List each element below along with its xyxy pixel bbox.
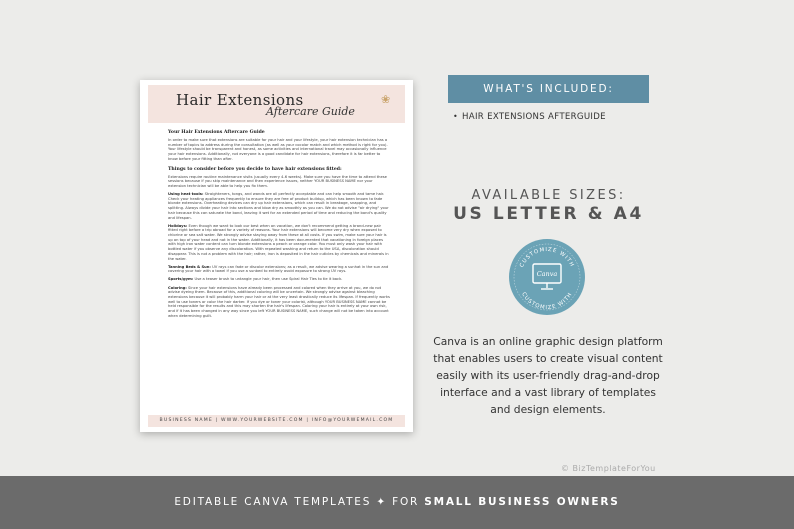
heat-tools-label: Using heat tools: [168, 192, 204, 197]
document-body [168, 130, 390, 322]
badge-bottom-text: CUSTOMIZE WITH [520, 291, 574, 312]
banner-bold-text: SMALL BUSINESS OWNERS [424, 496, 620, 508]
holidays-paragraph [168, 224, 390, 262]
document-header [148, 85, 405, 123]
sports-label: Sports/gym: [168, 277, 194, 282]
document-heading: Your Hair Extensions Aftercare Guide [168, 130, 265, 135]
document-title: Hair Extensions [176, 91, 304, 109]
canva-description: Canva is an online graphic design platform that enables users to create visual content easily with its user-friendly drag-and-drop interface and a vast library of templates and design elements. [433, 335, 663, 416]
banner-for-text: FOR [392, 496, 420, 508]
flower-icon: ❀ [381, 93, 391, 106]
customize-with-canva-badge [508, 238, 586, 316]
available-sizes-label: AVAILABLE SIZES: [471, 188, 626, 203]
document-footer: BUSINESS NAME | WWW.YOURWEBSITE.COM | INFO@YOURWEMAIL.COM [148, 415, 405, 427]
available-sizes-value: US LETTER & A4 [453, 204, 644, 224]
heat-tools-text: Straighteners, tongs, and wands are all perfectly acceptable and can help smooth and tame hair. Check your heating appliances frequently to ensure they are free of product buildup, which has been known to fade blonde extensions. Overheating devices can dry up hair extensions, which can result in breakage, snapping, and splitting. Always divide your hair into sections and blow dry as smoothly as you can. We do not advise "air drying" your hair because this can saturate the bond, leaving it wet for an extended period of time and reducing the bond's quality and lifespan. [168, 192, 389, 220]
section-heading: Things to consider before you decide to have hair extensions fitted: [168, 166, 342, 172]
tanning-label: Tanning Beds & Sun: [168, 264, 211, 269]
intro-paragraph: In order to make sure that extensions are suitable for your hair and your lifestyle, your hair extension technician has a number of topics to address during the consultation (as well as your cocolor match and which method is right for you). Your lifestyle should be transparent and honest, as some activities and international travel may occasionally influence your hair extensions. Additionally, not everyone is a good candidate for hair extensions, therefore it is far better to know before your fitting than after. [168, 138, 388, 161]
included-item [453, 112, 606, 122]
tanning-text: UV rays can fade or discolor extensions; as a result, we advise wearing a sunhat in the sun and covering your hair with a towel if you use a sunbed to entirely avoid exposure to strong UV rays. [168, 264, 389, 274]
bottom-banner [0, 476, 794, 529]
included-item-label: HAIR EXTENSIONS AFTERGUIDE [462, 112, 606, 122]
document-subtitle: Aftercare Guide [266, 105, 355, 118]
sports-paragraph [168, 277, 390, 282]
copyright-credit: © BizTemplateForYou [561, 464, 656, 473]
bullet-icon: • [453, 112, 459, 121]
maintenance-paragraph: Extensions require routine maintenance visits (usually every 4-6 weeks). Make sure you have the time to attend these sessions because if you skip maintenance and then experience issues, neither YOUR BUSINESS NAME nor your extension technician will be able to help you fix them. [168, 174, 387, 188]
banner-prefix: EDITABLE CANVA TEMPLATES [174, 496, 372, 508]
holidays-text: Even though we want to look our best when on vacation, we don't recommend getting a brand-new pair fitted right before a trip abroad for a variety of reasons. Your hair extensions will become very dry when exposed to chlorine or sea salt water. We strongly advise staying away from these at all costs. If you swim, make sure your hair is up on top of your head and not in the water. Additionally, it has been documented that vacationing in foreign places with high iron water content can turn blonde extensions a peach or orange color. You must only wash your hair with bottled water if you observe any discoloration. With repeated washing and return to the USA, discoloration should disappear. This is not a problem with the hair; rather, iron is deposited in the hair cuticles by chemicals and minerals in the water. [168, 223, 389, 261]
document-preview [140, 80, 413, 432]
canva-logo-text: Canva [536, 270, 558, 278]
tanning-paragraph [168, 265, 390, 274]
holidays-label: Holidays: [168, 223, 188, 228]
badge-top-text: CUSTOMIZE WITH [519, 246, 575, 269]
banner-separator-icon: ✦ [376, 496, 387, 508]
whats-included-heading: WHAT'S INCLUDED: [448, 75, 649, 103]
coloring-label: Coloring: [168, 285, 187, 290]
coloring-text: Since your hair extensions have already been processed and colored when they arrive at you, we do not advise dyeing them. Because of this, additional coloring will be uncertain. We strongly advise against bleaching extensions because it will probably harm your hair or at the very least drastically reduce its lifespan. If frequently works well to use toners or color the hair darker. If you dye or toner your colorist, although YOUR BUSINESS NAME cannot be held responsible for the results and this may shorten the hair's lifespan. Coloring your hair is entirely at your own risk, and if it has been changed in any way since you left YOUR BUSINESS NAME, such change will not be taken into account when determining guilt. [168, 285, 390, 318]
heat-tools-paragraph [168, 192, 390, 220]
sports-text: Use a teaser brush to untangle your hair, then use Spiral Hair Ties to tie it back. [194, 277, 343, 282]
coloring-paragraph [168, 286, 390, 319]
